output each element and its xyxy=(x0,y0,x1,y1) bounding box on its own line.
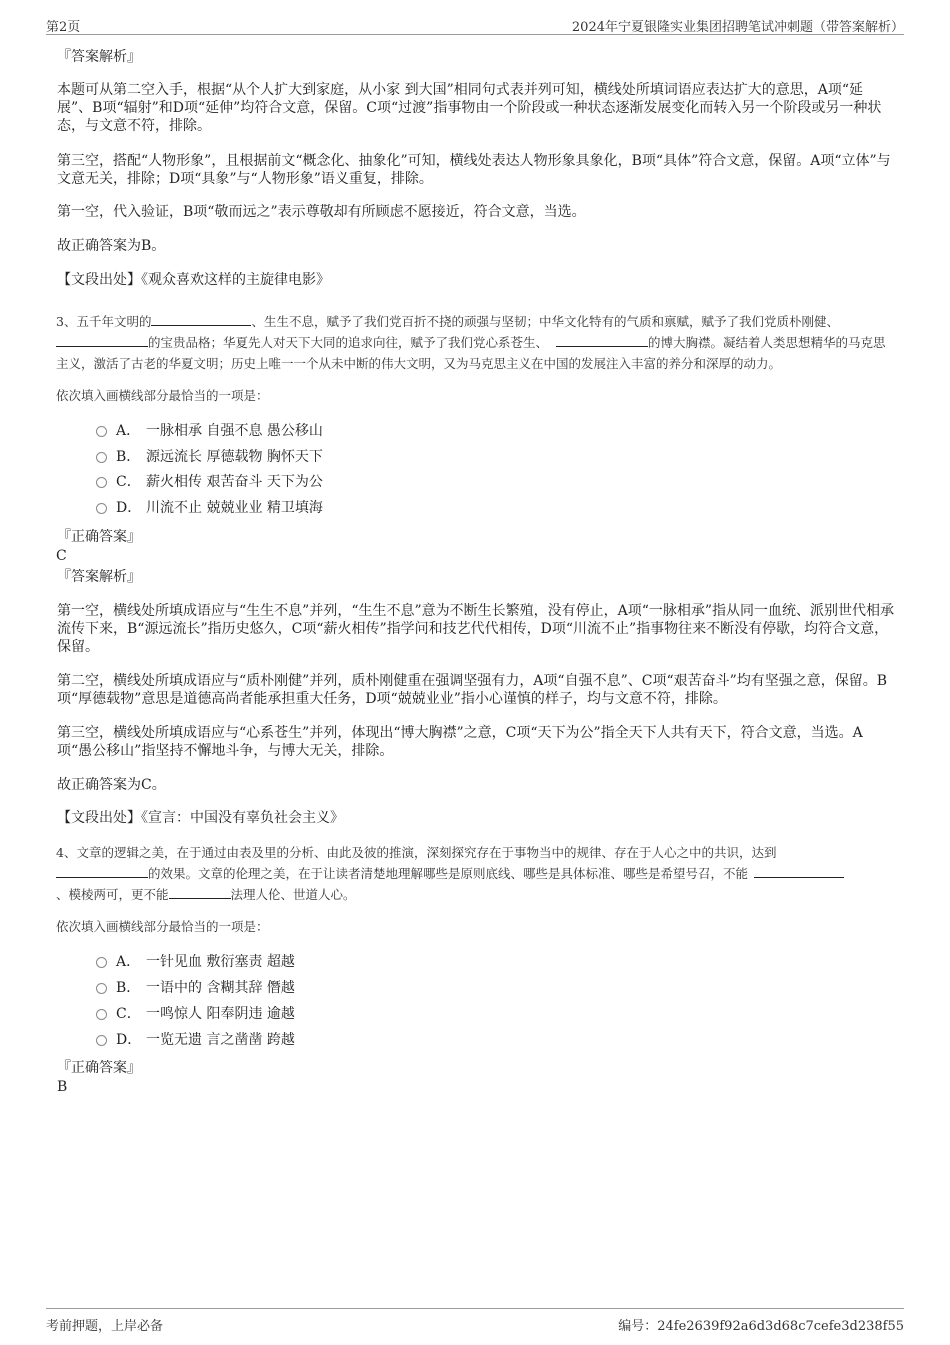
option-d[interactable]: D． 川流不止 兢兢业业 精卫填海 xyxy=(96,498,323,518)
radio-icon[interactable] xyxy=(96,1035,107,1046)
analysis-paragraph: 第一空，横线处所填成语应与“生生不息”并列，“生生不息”意为不断生长繁殖，没有停止，A项“一脉相承”指从同一血统、派别世代相承流传下来，B“源远流长”指历史悠久，C项“薪火相传”指学问和技艺代代相传，D项“川流不止”指事物往来不断没有停歇，均符合文意，保留。 xyxy=(57,603,895,655)
page-footer xyxy=(46,1308,904,1335)
option-b[interactable]: B． 源远流长 厚德载物 胸怀天下 xyxy=(96,447,323,467)
fill-blank xyxy=(151,312,251,326)
option-a[interactable]: A． 一脉相承 自强不息 愚公移山 xyxy=(96,421,323,441)
prev-source: 【文段出处】《观众喜欢这样的主旋律电影》 xyxy=(57,272,330,288)
option-d[interactable]: D． 一览无遗 言之凿凿 跨越 xyxy=(96,1030,295,1050)
page-header xyxy=(46,14,904,35)
page-number: 第2页 xyxy=(46,20,81,35)
analysis-paragraph: 故正确答案为C。 xyxy=(57,777,166,793)
radio-icon[interactable] xyxy=(96,426,107,437)
prev-analysis-paragraph: 故正确答案为B。 xyxy=(57,238,166,254)
radio-icon[interactable] xyxy=(96,1009,107,1020)
fill-blank xyxy=(556,333,648,347)
answer-value: B xyxy=(57,1079,68,1095)
answer-label: 『正确答案』 xyxy=(57,1060,141,1076)
question-3-instruction: 依次填入画横线部分最恰当的一项是： xyxy=(56,388,269,403)
radio-icon[interactable] xyxy=(96,957,107,968)
analysis-paragraph: 第二空，横线处所填成语应与“质朴刚健”并列，质朴刚健重在强调坚强有力，A项“自强不息”、C项“艰苦奋斗”均有坚强之意，保留。B项“厚德载物”意思是道德高尚者能承担重大任务，D项“兢兢业业”指小心谨慎的样子，均与文意不符，排除。 xyxy=(57,673,888,707)
question-3-stem: 3、五千年文明的 、生生不息，赋予了我们党百折不挠的顽强与坚韧；中华文化特有的气质和禀赋，赋予了我们党质朴刚健、的宝贵品格；华夏先人对天下大同的追求向往，赋予了我们党心系苍生、 的博大胸襟。凝结着人类思想精华的马克思主义，激活了古老的华夏文明；历史上唯一一个从未中断的伟大文明，又为马克思主义在中国的发展注入丰富的养分和深厚的动力。 xyxy=(56,314,886,371)
analysis-label: 『答案解析』 xyxy=(57,569,141,585)
answer-value: C xyxy=(56,548,67,564)
radio-icon[interactable] xyxy=(96,452,107,463)
radio-icon[interactable] xyxy=(96,477,107,488)
prev-analysis-paragraph: 本题可从第二空入手，根据“从个人扩大到家庭，从小家 到大国”相同句式表并列可知，横线处所填词语应表达扩大的意思，A项“延展”、B项“辐射”和D项“延伸”均符合文意，保留。C项“过渡”指事物由一个阶段或一种状态逐渐发展变化而转入另一个阶段或另一种状态，与文意不符，排除。 xyxy=(57,82,882,134)
option-c[interactable]: C． 薪火相传 艰苦奋斗 天下为公 xyxy=(96,472,323,492)
prev-analysis-paragraph: 第一空，代入验证，B项“敬而远之”表示尊敬却有所顾虑不愿接近，符合文意，当选。 xyxy=(57,204,586,220)
option-c[interactable]: C． 一鸣惊人 阳奉阴违 逾越 xyxy=(96,1004,295,1024)
radio-icon[interactable] xyxy=(96,503,107,514)
answer-label: 『正确答案』 xyxy=(57,529,141,545)
document-code: 编号：24fe2639f92a6d3d68c7cefe3d238f55 xyxy=(618,1319,904,1334)
radio-icon[interactable] xyxy=(96,983,107,994)
document-title: 2024年宁夏银隆实业集团招聘笔试冲刺题（带答案解析） xyxy=(571,20,904,35)
fill-blank xyxy=(56,333,148,347)
prev-analysis-paragraph: 第三空，搭配“人物形象”，且根据前文“概念化、抽象化”可知，横线处表达人物形象具象化，B项“具体”符合文意，保留。A项“立体”与文意无关，排除；D项“具象”与“人物形象”语义重复，排除。 xyxy=(57,153,891,187)
analysis-paragraph: 第三空，横线处所填成语应与“心系苍生”并列，体现出“博大胸襟”之意，C项“天下为公”指全天下人共有天下，符合文意，当选。A项“愚公移山”指坚持不懈地斗争，与博大无关，排除。 xyxy=(57,725,863,759)
option-a[interactable]: A． 一针见血 敷衍塞责 超越 xyxy=(96,952,295,972)
source: 【文段出处】《宣言：中国没有辜负社会主义》 xyxy=(57,810,344,826)
fill-blank xyxy=(56,864,148,878)
option-b[interactable]: B． 一语中的 含糊其辞 僭越 xyxy=(96,978,295,998)
footer-slogan: 考前押题，上岸必备 xyxy=(46,1319,164,1334)
fill-blank xyxy=(169,885,231,899)
question-4-stem: 4、文章的逻辑之美，在于通过由表及里的分析、由此及彼的推演，深刻探究存在于事物当中的规律、存在于人心之中的共识，达到 的效果。文章的伦理之美，在于让读者清楚地理解哪些是原则底线、哪些是具体标准、哪些是希望号召，不能 、模棱两可，更不能 法理人伦、世道人心。 xyxy=(56,842,898,905)
question-4-instruction: 依次填入画横线部分最恰当的一项是： xyxy=(56,919,269,934)
prev-analysis-label: 『答案解析』 xyxy=(57,49,141,65)
fill-blank xyxy=(754,864,844,878)
